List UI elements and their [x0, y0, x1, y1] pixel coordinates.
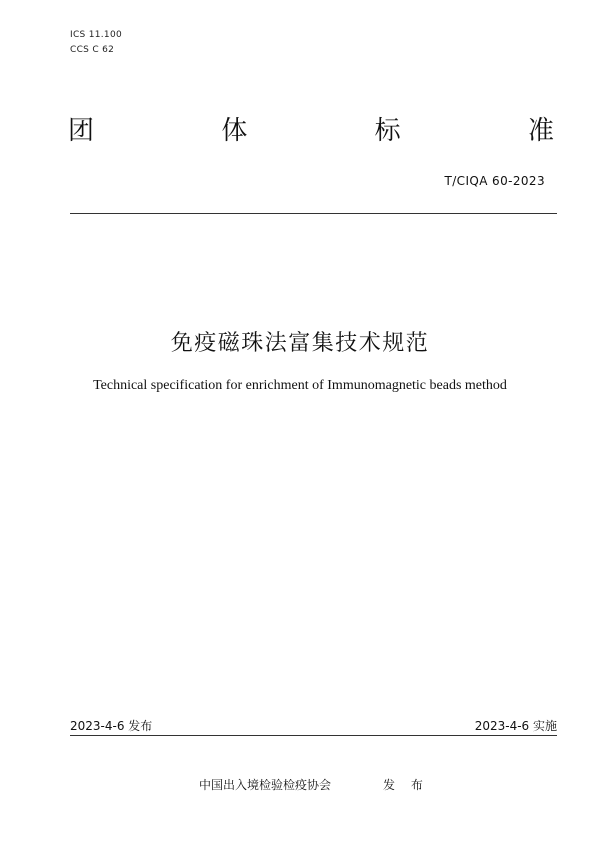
standard-type-char-3: 标 — [374, 116, 401, 146]
ccs-code: CCS C 62 — [70, 45, 115, 55]
ics-code: ICS 11.100 — [70, 30, 123, 40]
standard-number: T/CIQA 60-2023 — [444, 174, 545, 188]
document-title-chinese: 免疫磁珠法富集技术规范 — [170, 331, 430, 356]
implementation-date: 2023-4-6 实施 — [474, 719, 557, 733]
bottom-divider — [70, 735, 557, 736]
standard-type-char-2: 体 — [221, 116, 248, 146]
top-divider — [70, 213, 557, 214]
standard-type-heading — [68, 114, 554, 148]
standard-type-char-4: 准 — [527, 116, 554, 146]
publish-label: 发 布 — [383, 778, 429, 792]
document-title-english: Technical specification for enrichment of Immunomagnetic beads method — [93, 378, 507, 393]
standard-type-char-1: 团 — [68, 116, 95, 146]
publisher-name: 中国出入境检验检疫协会 — [199, 778, 332, 792]
issue-date: 2023-4-6 发布 — [70, 719, 153, 733]
